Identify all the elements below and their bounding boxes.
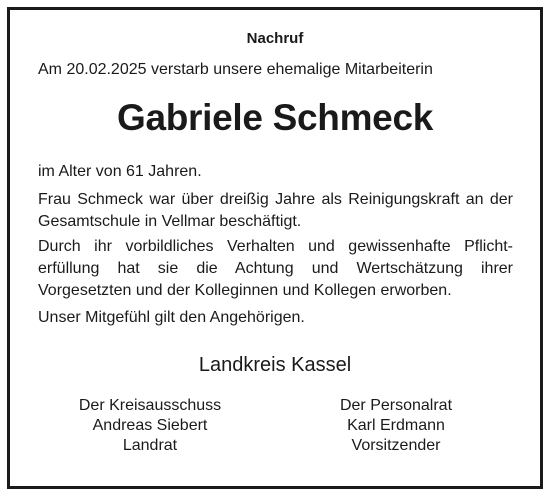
organization-name: Landkreis Kassel — [198, 354, 352, 376]
signature-person: Karl Erdmann — [347, 417, 445, 434]
signature-person: Andreas Siebert — [92, 417, 208, 434]
conduct-paragraph: Durch ihr vorbildliches Verhalten und gewissenhafte Pflichterfüllung hat sie die Achtung und Wertschätzung ihrer Vorgesetzten und der Kolleginnen und Kollegen erworben. — [38, 238, 513, 299]
signature-block-right — [276, 396, 516, 456]
sympathy-paragraph: Unser Mitgefühl gilt den Angehörigen. — [38, 309, 305, 326]
deceased-name: Gabriele Schmeck — [116, 97, 434, 138]
intro-line: Am 20.02.2025 verstarb unsere ehemalige Mitarbeiterin — [38, 61, 433, 78]
signature-role: Vorsitzender — [351, 437, 441, 454]
signature-body: Der Kreisausschuss — [78, 397, 222, 414]
signature-role: Landrat — [122, 437, 178, 454]
notice-heading: Nachruf — [246, 30, 304, 47]
age-paragraph: im Alter von 61 Jahren. — [38, 163, 202, 180]
signature-body: Der Personalrat — [339, 397, 453, 414]
signature-block-left — [30, 396, 270, 456]
work-paragraph: Frau Schmeck war über dreißig Jahre als Reinigungskraft an der Gesamtschule in Vellmar beschäftigt. — [38, 191, 513, 230]
